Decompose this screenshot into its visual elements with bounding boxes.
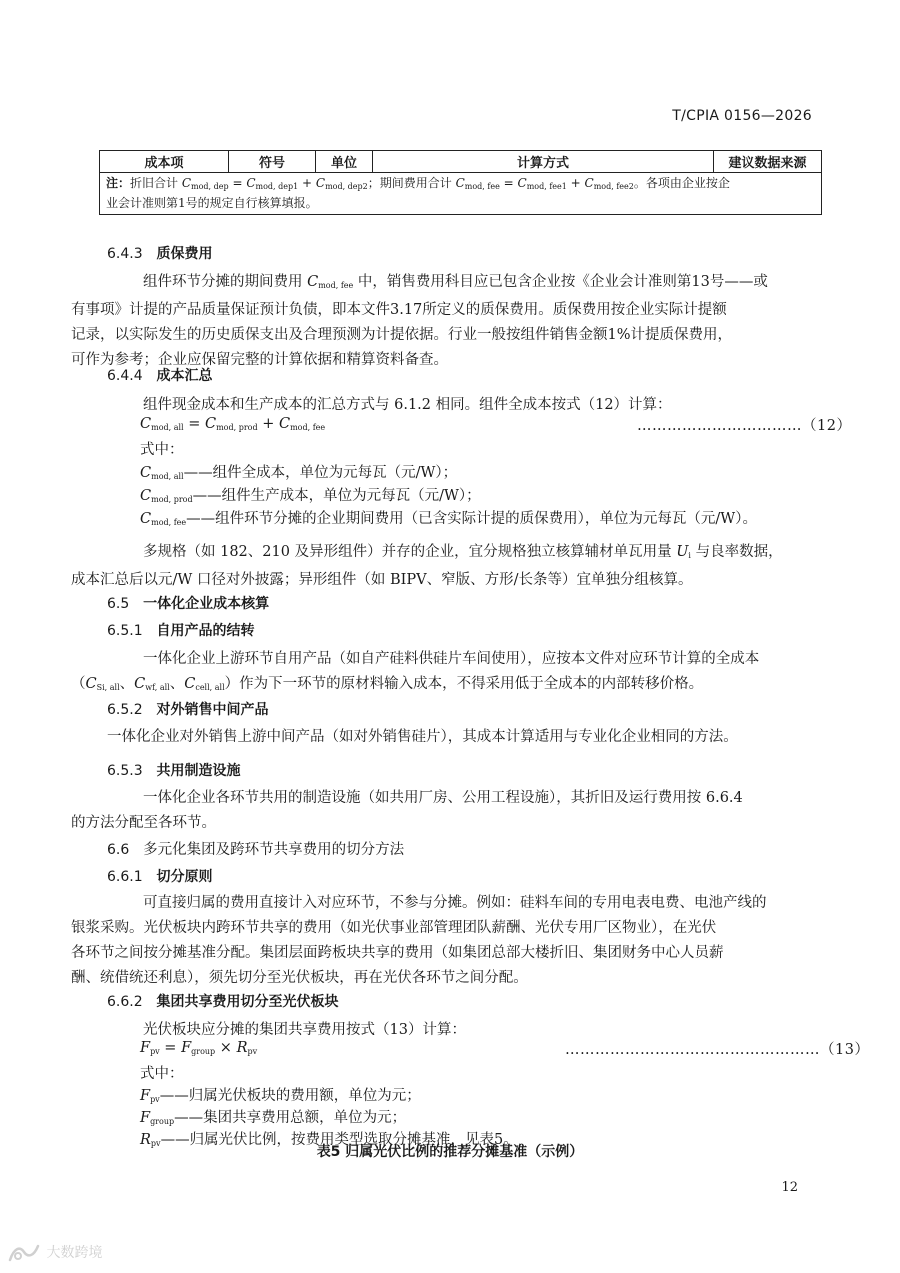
watermark-logo-icon — [6, 1242, 42, 1264]
section-6-4-3-paragraph: 组件环节分摊的期间费用 $C_{mod, fee}$ 中，销售费用科目应已包含企业按《企业会计准则第13号——或 有事项》计提的产品质量保证预计负债，即本文件3.17所定义的质保费用。质保费用按企业实际计提额 记录，以实际发生的历史质保支出及合理预测为计提依据。行业一般按组件销售金额1%计提质保费用， 可作为参考；企业应保留完整的计算依据和精算资料备查。 — [71, 274, 768, 368]
section-6-6-heading: 6.6 多元化集团及跨环节共享费用的切分方法 — [107, 842, 405, 858]
formula-12-where: 式中： — [140, 442, 184, 458]
col-method: 计算方式 — [373, 151, 714, 173]
formula-12-def-1: $C_{mod, all}——$组件全成本，单位为元每瓦（元/W）； — [140, 465, 458, 481]
col-symbol: 符号 — [229, 151, 316, 173]
col-unit: 单位 — [316, 151, 373, 173]
note-text-3: 。各项由企业按企 — [633, 176, 730, 190]
note-text-1: 折旧合计 — [130, 176, 182, 190]
formula-13: $F_{pv} = F_{group} \times R_{pv}$ — [140, 1040, 258, 1056]
formula-13-def-1: $F_{pv}——$归属光伏板块的费用额，单位为元； — [140, 1088, 421, 1104]
formula-12-def-3: $C_{mod, fee}——$组件环节分摊的企业期间费用（已含实际计提的质保费用），单位为元每瓦（元/W）。 — [140, 511, 757, 527]
section-6-5-3-paragraph: 一体化企业各环节共用的制造设施（如共用厂房、公用工程设施），其折旧及运行费用按 6.6.4 的方法分配至各环节。 — [71, 790, 743, 831]
table-5-caption: 表5 归属光伏比例的推荐分摊基准（示例） — [316, 1144, 584, 1160]
formula-12-def-2: $C_{mod, prod}——$组件生产成本，单位为元每瓦（元/W）； — [140, 488, 481, 504]
formula-13-intro: 光伏板块应分摊的集团共享费用按式（13）计算： — [143, 1022, 466, 1038]
section-6-5-1-heading: 6.5.1 自用产品的结转 — [107, 623, 255, 639]
table-header-row — [100, 151, 822, 173]
section-6-5-2-heading: 6.5.2 对外销售中间产品 — [107, 702, 269, 718]
section-6-5-3-heading: 6.5.3 共用制造设施 — [107, 763, 241, 779]
formula-13-def-2: $F_{group}——$集团共享费用总额，单位为元； — [140, 1110, 407, 1126]
watermark — [6, 1242, 102, 1264]
section-6-4-3-heading: 6.4.3 质保费用 — [107, 246, 213, 262]
note-label: 注： — [106, 176, 131, 190]
table-note-row — [100, 173, 822, 215]
formula-13-where: 式中： — [140, 1066, 184, 1082]
page-number: 12 — [781, 1180, 798, 1195]
document-code: T/CPIA 0156—2026 — [672, 108, 812, 124]
watermark-text: 大数跨境 — [46, 1245, 103, 1261]
formula-12-leader: ……………………………（12） — [637, 418, 852, 434]
cost-table-continued — [99, 150, 822, 215]
formula-12: $C_{mod, all} = C_{mod, prod} + C_{mod, fee}$ — [140, 416, 326, 432]
note-text-2: 期间费用合计 — [379, 176, 456, 190]
col-data-source: 建议数据来源 — [714, 151, 822, 173]
formula-13-leader: ……………………………………………（13） — [565, 1042, 870, 1058]
section-6-5-2-paragraph: 一体化企业对外销售上游中间产品（如对外销售硅片），其成本计算适用与专业化企业相同的方法。 — [107, 729, 738, 745]
section-6-5-1-paragraph: 一体化企业上游环节自用产品（如自产硅料供硅片车间使用），应按本文件对应环节计算的全成本 （$C_{Si, all}$、$C_{wf, all}$、$C_{cell, all}$）作为下一环节的原材料输入成本，不得采用低于全成本的内部转移价格。 — [71, 651, 760, 692]
note-text-4: 业会计准则第1号的规定自行核算填报。 — [106, 196, 318, 210]
section-6-5-heading: 6.5 一体化企业成本核算 — [107, 596, 270, 612]
section-6-4-4-paragraph: 多规格（如 182、210 及异形组件）并存的企业，宜分规格独立核算辅材单瓦用量 $U_i$ 与良率数据， 成本汇总后以元/W 口径对外披露；异形组件（如 BIPV、窄版、方形/长条等）宜单独分组核算。 — [71, 544, 783, 588]
formula-12-intro: 组件现金成本和生产成本的汇总方式与 6.1.2 相同。组件全成本按式（12）计算： — [143, 397, 672, 413]
section-6-4-4-heading: 6.4.4 成本汇总 — [107, 368, 213, 384]
section-6-6-1-paragraph: 可直接归属的费用直接计入对应环节，不参与分摊。例如：硅料车间的专用电表电费、电池产线的 银浆采购。光伏板块内跨环节共享的费用（如光伏事业部管理团队薪酬、光伏专用厂区物业），在光伏 各环节之间按分摊基准分配。集团层面跨板块共享的费用（如集团总部大楼折旧、集团财务中心人员薪 酬、统借统还利息），须先切分至光伏板块，再在光伏各环节之间分配。 — [71, 895, 767, 986]
section-6-6-1-heading: 6.6.1 切分原则 — [107, 869, 213, 885]
table-note: 注：折旧合计 $C_{mod, dep} = C_{mod, dep1} + C_{mod, dep2}$；期间费用合计 $C_{mod, fee} = C_{mod, fee1} + C_{mod, fee2}$。各项由企业按企 业会计准则第1号的规定自行核算填报。 — [100, 173, 822, 215]
col-cost-item: 成本项 — [100, 151, 229, 173]
formula-13-def-3: $R_{pv}——$归属光伏比例，按费用类型选取分摊基准，见表5。 — [140, 1132, 518, 1148]
section-6-6-2-heading: 6.6.2 集团共享费用切分至光伏板块 — [107, 994, 339, 1010]
